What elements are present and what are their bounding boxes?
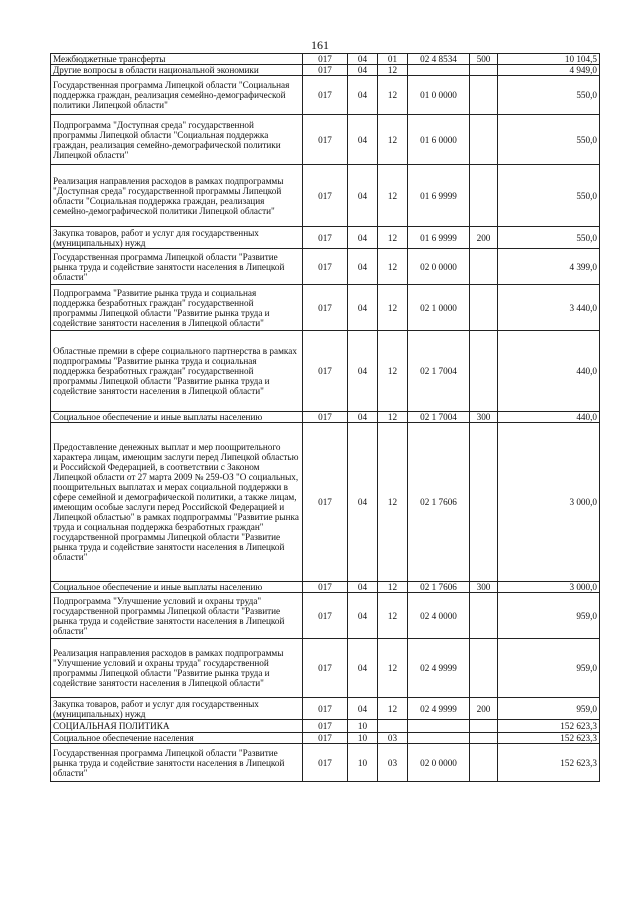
row-amount: 550,0 <box>498 227 600 249</box>
row-subsection-code: 12 <box>378 639 408 698</box>
row-expense-type <box>470 249 498 285</box>
row-target-code: 02 4 9999 <box>408 698 470 720</box>
table-row <box>51 720 600 733</box>
row-ministry-code: 017 <box>303 639 348 698</box>
row-name: Государственная программа Липецкой области "Развитие рынка труда и содействие занятости населения в Липецкой области" <box>51 249 303 285</box>
table-row <box>51 412 600 423</box>
table-row <box>51 698 600 720</box>
row-name: Закупка товаров, работ и услуг для государственных (муниципальных) нужд <box>51 227 303 249</box>
row-ministry-code: 017 <box>303 582 348 593</box>
row-target-code: 02 1 7004 <box>408 331 470 412</box>
table-row <box>51 423 600 582</box>
row-name: Подпрограмма "Развитие рынка труда и социальная поддержка безработных граждан" государственной программы Липецкой области "Развитие рынка труда и содействие занятости населения в Липецкой области" <box>51 285 303 331</box>
row-section-code: 04 <box>348 582 378 593</box>
row-section-code: 04 <box>348 54 378 65</box>
row-target-code <box>408 733 470 744</box>
row-ministry-code: 017 <box>303 331 348 412</box>
row-subsection-code: 12 <box>378 423 408 582</box>
row-name: Областные премии в сфере социального партнерства в рамках подпрограммы "Развитие рынка труда и социальная поддержка безработных граждан" государственной программы Липецкой области "Развитие рынка труда и содействие занятости населения в Липецкой области" <box>51 331 303 412</box>
row-amount: 152 623,3 <box>498 733 600 744</box>
row-subsection-code: 12 <box>378 593 408 639</box>
table-row <box>51 285 600 331</box>
row-ministry-code: 017 <box>303 733 348 744</box>
table-row <box>51 593 600 639</box>
row-section-code: 04 <box>348 76 378 115</box>
row-section-code: 04 <box>348 412 378 423</box>
row-amount: 3 000,0 <box>498 582 600 593</box>
row-expense-type: 200 <box>470 227 498 249</box>
row-amount: 3 000,0 <box>498 423 600 582</box>
row-amount: 4 949,0 <box>498 65 600 76</box>
row-target-code: 02 0 0000 <box>408 249 470 285</box>
row-subsection-code <box>378 720 408 733</box>
row-target-code: 02 0 0000 <box>408 744 470 782</box>
row-subsection-code: 12 <box>378 165 408 227</box>
row-ministry-code: 017 <box>303 76 348 115</box>
row-expense-type <box>470 331 498 412</box>
row-name: Социальное обеспечение и иные выплаты населению <box>51 412 303 423</box>
row-section-code: 04 <box>348 639 378 698</box>
row-name: Межбюджетные трансферты <box>51 54 303 65</box>
table-row <box>51 165 600 227</box>
row-target-code: 02 1 7004 <box>408 412 470 423</box>
row-expense-type <box>470 76 498 115</box>
row-expense-type <box>470 423 498 582</box>
table-row <box>51 54 600 65</box>
row-subsection-code: 12 <box>378 582 408 593</box>
row-expense-type <box>470 720 498 733</box>
table-row <box>51 331 600 412</box>
row-expense-type: 300 <box>470 412 498 423</box>
row-section-code: 04 <box>348 65 378 76</box>
row-ministry-code: 017 <box>303 115 348 165</box>
page-number: 161 <box>311 38 329 52</box>
table-row <box>51 115 600 165</box>
table-row <box>51 733 600 744</box>
row-amount: 550,0 <box>498 76 600 115</box>
row-section-code: 10 <box>348 744 378 782</box>
row-amount: 959,0 <box>498 698 600 720</box>
row-expense-type <box>470 115 498 165</box>
row-expense-type <box>470 593 498 639</box>
row-name: Реализация направления расходов в рамках подпрограммы "Улучшение условий и охраны труда" государственной программы Липецкой области "Развитие рынка труда и содействие занятости населения в Липецкой области" <box>51 639 303 698</box>
row-ministry-code: 017 <box>303 698 348 720</box>
row-subsection-code: 12 <box>378 76 408 115</box>
row-amount: 4 399,0 <box>498 249 600 285</box>
row-amount: 550,0 <box>498 115 600 165</box>
row-expense-type <box>470 733 498 744</box>
row-name: СОЦИАЛЬНАЯ ПОЛИТИКА <box>51 720 303 733</box>
row-target-code <box>408 720 470 733</box>
row-ministry-code: 017 <box>303 65 348 76</box>
row-ministry-code: 017 <box>303 54 348 65</box>
row-amount: 3 440,0 <box>498 285 600 331</box>
row-subsection-code: 12 <box>378 698 408 720</box>
row-expense-type: 500 <box>470 54 498 65</box>
row-target-code: 01 0 0000 <box>408 76 470 115</box>
row-section-code: 04 <box>348 115 378 165</box>
row-target-code: 02 4 8534 <box>408 54 470 65</box>
row-expense-type: 300 <box>470 582 498 593</box>
row-subsection-code: 03 <box>378 733 408 744</box>
row-target-code: 02 1 7606 <box>408 423 470 582</box>
row-amount: 440,0 <box>498 412 600 423</box>
row-expense-type <box>470 285 498 331</box>
row-ministry-code: 017 <box>303 412 348 423</box>
row-name: Закупка товаров, работ и услуг для государственных (муниципальных) нужд <box>51 698 303 720</box>
row-expense-type <box>470 65 498 76</box>
row-subsection-code: 03 <box>378 744 408 782</box>
row-subsection-code: 12 <box>378 331 408 412</box>
row-ministry-code: 017 <box>303 423 348 582</box>
row-section-code: 04 <box>348 285 378 331</box>
row-subsection-code: 12 <box>378 115 408 165</box>
row-ministry-code: 017 <box>303 249 348 285</box>
row-target-code: 02 4 9999 <box>408 639 470 698</box>
row-amount: 550,0 <box>498 165 600 227</box>
table-row <box>51 582 600 593</box>
row-amount: 959,0 <box>498 639 600 698</box>
row-expense-type: 200 <box>470 698 498 720</box>
table-row <box>51 76 600 115</box>
row-ministry-code: 017 <box>303 285 348 331</box>
row-expense-type <box>470 639 498 698</box>
row-ministry-code: 017 <box>303 720 348 733</box>
row-name: Социальное обеспечение и иные выплаты населению <box>51 582 303 593</box>
row-section-code: 04 <box>348 423 378 582</box>
row-subsection-code: 01 <box>378 54 408 65</box>
row-section-code: 10 <box>348 720 378 733</box>
row-name: Подпрограмма "Доступная среда" государственной программы Липецкой области "Социальная поддержка граждан, реализация семейно-демографической политики Липецкой области" <box>51 115 303 165</box>
table-body <box>51 54 600 782</box>
row-ministry-code: 017 <box>303 593 348 639</box>
row-target-code: 02 4 0000 <box>408 593 470 639</box>
row-target-code: 01 6 0000 <box>408 115 470 165</box>
row-amount: 10 104,5 <box>498 54 600 65</box>
row-subsection-code: 12 <box>378 249 408 285</box>
row-target-code: 01 6 9999 <box>408 165 470 227</box>
row-amount: 959,0 <box>498 593 600 639</box>
row-section-code: 04 <box>348 249 378 285</box>
table-row <box>51 227 600 249</box>
row-section-code: 04 <box>348 165 378 227</box>
table-row <box>51 639 600 698</box>
table-row <box>51 744 600 782</box>
row-section-code: 04 <box>348 227 378 249</box>
row-name: Другие вопросы в области национальной экономики <box>51 65 303 76</box>
row-subsection-code: 12 <box>378 65 408 76</box>
row-name: Социальное обеспечение населения <box>51 733 303 744</box>
row-section-code: 04 <box>348 331 378 412</box>
row-ministry-code: 017 <box>303 227 348 249</box>
row-ministry-code: 017 <box>303 165 348 227</box>
row-amount: 440,0 <box>498 331 600 412</box>
row-ministry-code: 017 <box>303 744 348 782</box>
row-amount: 152 623,3 <box>498 744 600 782</box>
row-subsection-code: 12 <box>378 412 408 423</box>
row-target-code: 02 1 0000 <box>408 285 470 331</box>
row-target-code: 01 6 9999 <box>408 227 470 249</box>
budget-table <box>50 53 600 782</box>
row-target-code: 02 1 7606 <box>408 582 470 593</box>
row-amount: 152 623,3 <box>498 720 600 733</box>
row-target-code <box>408 65 470 76</box>
table-row <box>51 65 600 76</box>
row-name: Государственная программа Липецкой области "Развитие рынка труда и содействие занятости населения в Липецкой области" <box>51 744 303 782</box>
row-subsection-code: 12 <box>378 285 408 331</box>
row-section-code: 04 <box>348 698 378 720</box>
row-section-code: 04 <box>348 593 378 639</box>
row-expense-type <box>470 165 498 227</box>
row-name: Реализация направления расходов в рамках подпрограммы "Доступная среда" государственной программы Липецкой области "Социальная поддержка граждан, реализация семейно-демографической политики Липецкой области" <box>51 165 303 227</box>
row-section-code: 10 <box>348 733 378 744</box>
row-name: Подпрограмма "Улучшение условий и охраны труда" государственной программы Липецкой области "Развитие рынка труда и содействие занятости населения в Липецкой области" <box>51 593 303 639</box>
row-name: Предоставление денежных выплат и мер поощрительного характера лицам, имеющим заслуги перед Липецкой областью и Российской Федерацией, в соответствии с Законом Липецкой области от 27 марта 2009 № 259-ОЗ "О социальных, поощрительных выплатах и мерах социальной поддержки в сфере семейной и демографической политики, а также лицам, имеющим особые заслуги перед Российской Федерацией и Липецкой областью" в рамках подпрограммы "Развитие рынка труда и социальная поддержка безработных граждан" государственной программы Липецкой области "Развитие рынка труда и содействие занятости населения в Липецкой области" <box>51 423 303 582</box>
table-row <box>51 249 600 285</box>
row-subsection-code: 12 <box>378 227 408 249</box>
row-name: Государственная программа Липецкой области "Социальная поддержка граждан, реализация семейно-демографической политики Липецкой области" <box>51 76 303 115</box>
row-expense-type <box>470 744 498 782</box>
